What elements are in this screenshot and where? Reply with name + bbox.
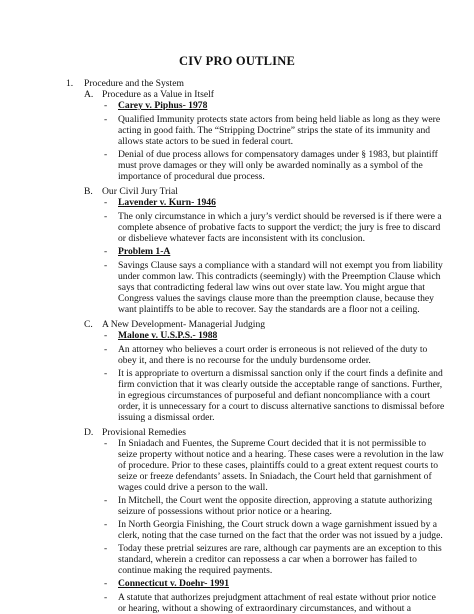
bullet-dash: - [104, 260, 108, 271]
bullet-text-line: Denial of due process allows for compensatory damages under § 1983, but plaintiff [118, 149, 438, 160]
bullet-text-line: complete absence of probative facts to support the verdict; the jury is free to discard [118, 222, 441, 233]
case-name-heading: Problem 1-A [118, 246, 171, 257]
subsection-heading: Provisional Remedies [102, 427, 186, 438]
bullet-dash: - [104, 246, 108, 257]
bullet-dash: - [104, 344, 108, 355]
bullet-text-line: obey it, and there is no recourse for the unduly burdensome order. [118, 355, 371, 366]
bullet-dash: - [104, 330, 108, 341]
bullet-text-line: or disbelieve whatever facts are inconsistent with its conclusion. [118, 233, 365, 244]
bullet-text-line: of procedure. Prior to these cases, plaintiffs could to a great extent request courts to [118, 460, 439, 471]
bullet-text-line: under common law. This contradicts (seemingly) with the Preemption Clause which [118, 271, 441, 282]
subsection-letter: D. [84, 427, 94, 438]
bullet-text-line: importance of procedural due process. [118, 171, 265, 182]
bullet-text-line: wages could drive a person to the wall. [118, 482, 268, 493]
bullet-dash: - [104, 438, 108, 449]
bullet-dash: - [104, 495, 108, 506]
case-name-heading: Lavender v. Kurn- 1946 [118, 197, 216, 208]
bullet-text-line: Today these pretrial seizures are rare, although car payments are an exception to this [118, 543, 442, 554]
bullet-dash: - [104, 368, 108, 379]
bullet-text-line: firm conviction that it was clearly outside the acceptable range of sanctions. Further, [118, 379, 443, 390]
subsection-letter: A. [84, 89, 94, 100]
bullet-text-line: acting in good faith. The “Stripping Doctrine” strips the state of its immunity and [118, 125, 431, 136]
bullet-text-line: says that contradicting federal law wins out over state law. You might argue that [118, 282, 425, 293]
bullet-text-line: In Mitchell, the Court went the opposite direction, approving a statute authorizing [118, 495, 433, 506]
bullet-text-line: seize property without notice and a hearing. These cases were a revolution in the law [118, 449, 444, 460]
subsection-letter: C. [84, 319, 93, 330]
bullet-text-line: seizure of possessions without prior notice or a hearing. [118, 506, 332, 517]
bullet-text-line: A statute that authorizes prejudgment attachment of real estate without prior notice [118, 592, 436, 603]
bullet-text-line: want plaintiffs to be able to recover. Say the standards are a floor not a ceiling. [118, 304, 420, 315]
document-title: CIV PRO OUTLINE [179, 54, 295, 68]
bullet-text-line: order, it is unnecessary for a court to discuss alternative sanctions to dismissal before [118, 401, 445, 412]
bullet-dash: - [104, 543, 108, 554]
bullet-text-line: The only circumstance in which a jury’s verdict should be reversed is if there were a [118, 211, 442, 222]
bullet-text-line: In Sniadach and Fuentes, the Supreme Court decided that it is not permissible to [118, 438, 427, 449]
bullet-text-line: must prove damages or they will only be awarded nominally as a symbol of the [118, 160, 423, 171]
bullet-dash: - [104, 211, 108, 222]
subsection-heading: A New Development- Managerial Judging [102, 319, 266, 330]
bullet-text-line: clerk, noting that the case turned on the fact that the order was not issued by a judge. [118, 530, 443, 541]
subsection-heading: Our Civil Jury Trial [102, 186, 178, 197]
case-name-heading: Carey v. Piphus- 1978 [118, 100, 208, 111]
bullet-dash: - [104, 114, 108, 125]
bullet-dash: - [104, 197, 108, 208]
bullet-text-line: or hearing, without a showing of extraordinary circumstances, and without a [118, 603, 412, 614]
bullet-dash: - [104, 592, 108, 603]
bullet-text-line: Congress values the savings clause more than the preemption clause, because they [118, 293, 434, 304]
bullet-text-line: In North Georgia Finishing, the Court struck down a wage garnishment issued by a [118, 519, 438, 530]
bullet-text-line: Qualified Immunity protects state actors from being held liable as long as they were [118, 114, 441, 125]
section-number: 1. [66, 78, 74, 89]
subsection-letter: B. [84, 186, 93, 197]
bullet-text-line: continue making the required payments. [118, 565, 273, 576]
bullet-text-line: seize or freeze defendants’ assets. In Sniadach, the Court held that garnishment of [118, 471, 432, 482]
case-name-heading: Connecticut v. Doehr- 1991 [118, 578, 230, 589]
section-heading: Procedure and the System [84, 78, 184, 89]
subsection-heading: Procedure as a Value in Itself [102, 89, 214, 100]
bullet-text-line: in egregious circumstances of purposeful and defiant noncompliance with a court [118, 390, 431, 401]
bullet-text-line: Savings Clause says a compliance with a standard will not exempt you from liability [118, 260, 443, 271]
case-name-heading: Malone v. U.S.P.S.- 1988 [118, 330, 218, 341]
bullet-dash: - [104, 519, 108, 530]
bullet-text-line: issuing a dismissal order. [118, 412, 215, 423]
bullet-dash: - [104, 100, 108, 111]
bullet-dash: - [104, 149, 108, 160]
bullet-text-line: It is appropriate to overturn a dismissal sanction only if the court finds a definite and [118, 368, 443, 379]
bullet-text-line: An attorney who believes a court order is erroneous is not relieved of the duty to [118, 344, 428, 355]
bullet-dash: - [104, 578, 108, 589]
bullet-text-line: allows state actors to be sued in federal court. [118, 136, 294, 147]
bullet-text-line: standard, wherein a creditor can repossess a car when a borrower has failed to [118, 554, 417, 565]
